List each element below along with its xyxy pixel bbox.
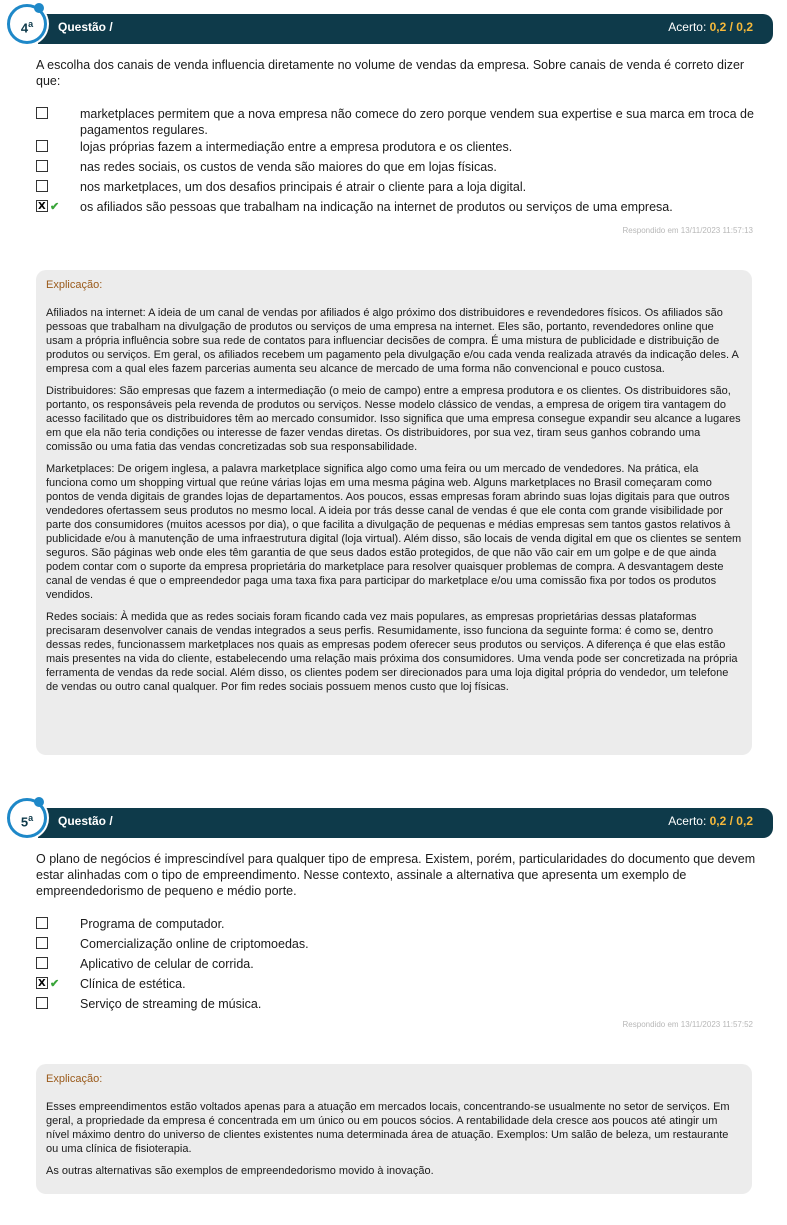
option-text: lojas próprias fazem a intermediação entre a empresa produtora e os clientes. <box>80 140 513 154</box>
score-value: 0,2 / 0,2 <box>709 20 753 34</box>
question-number-badge <box>7 4 47 44</box>
question-stem: A escolha dos canais de venda influencia diretamente no volume de vendas da empresa. Sobre canais de venda é correto dizer que: <box>36 58 745 88</box>
score-label: Acerto: <box>668 20 710 34</box>
explanation-paragraph: Esses empreendimentos estão voltados apenas para a atuação em mercados locais, concentrando-se usualmente no setor de serviços. Em geral, a propriedade da empresa é concentrada em um único ou em poucos sócios. A rentabilidade dela cresce aos poucos até atingir um nível máximo dentro do universo de clientes existentes numa determinada área de atuação. Exemplos: Um salão de beleza, um restaurante ou uma clínica de fisioterapia. <box>46 1101 730 1155</box>
question-header <box>38 808 773 838</box>
checkbox[interactable] <box>36 160 48 172</box>
question-number: 5 <box>20 814 29 830</box>
question-stem: O plano de negócios é imprescindível para qualquer tipo de empresa. Existem, porém, particularidades do documento que devem estar alinhadas com o tipo de empreendimento. Nesse contexto, assinale a alternativa que apresenta um exemplo de empreendedorismo de pequeno e médio porte. <box>36 852 756 898</box>
score-value: 0,2 / 0,2 <box>709 814 753 828</box>
explanation-paragraph: As outras alternativas são exemplos de empreendedorismo movido à inovação. <box>46 1165 434 1177</box>
option-e[interactable] <box>36 199 758 219</box>
option-text: Serviço de streaming de música. <box>80 997 262 1011</box>
explanation-title: Explicação: <box>46 279 103 291</box>
option-text: Aplicativo de celular de corrida. <box>80 957 254 971</box>
option-b[interactable] <box>36 936 758 956</box>
checkbox[interactable] <box>36 140 48 152</box>
explanation-box <box>36 270 752 755</box>
options-list <box>36 106 758 219</box>
score <box>668 814 753 828</box>
option-a[interactable] <box>36 916 758 936</box>
option-text: os afiliados são pessoas que trabalham na indicação na internet de produtos ou serviços de uma empresa. <box>80 200 673 214</box>
score <box>668 20 753 34</box>
question-ordinal: a <box>28 19 34 29</box>
option-b[interactable] <box>36 139 758 159</box>
option-text: nas redes sociais, os custos de venda são maiores do que em lojas físicas. <box>80 160 497 174</box>
option-c[interactable] <box>36 159 758 179</box>
option-text: Comercialização online de criptomoedas. <box>80 937 309 951</box>
option-text: Clínica de estética. <box>80 977 186 991</box>
checkbox[interactable] <box>36 917 48 929</box>
option-c[interactable] <box>36 956 758 976</box>
correct-check-icon: ✔ <box>50 978 60 990</box>
answered-timestamp: Respondido em 13/11/2023 11:57:52 <box>622 1020 753 1029</box>
option-d[interactable] <box>36 976 758 996</box>
option-d[interactable] <box>36 179 758 199</box>
checkbox-checked[interactable] <box>36 200 48 212</box>
explanation-paragraph: Redes sociais: À medida que as redes sociais foram ficando cada vez mais populares, as empresas proprietárias dessas plataformas precisaram desenvolver canais de vendas integrados a seus perfis. Resumidamente, isso funciona da seguinte forma: é como se, dentro dessas redes, funcionassem marketplaces nos quais as empresas podem oferecer seus produtos ou serviços. A diferença é que elas estão mais presentes na vida do cliente, estabelecendo uma relação mais próxima dos consumidores. Uma venda pode ser concretizada na própria ferramenta de vendas da rede social. Além disso, os clientes podem ser direcionados para uma loja digital própria do vendedor, um telefone de vendas ou outro canal qualquer. Por fim redes sociais possuem menos custo que loj físicas. <box>46 611 738 693</box>
option-text: marketplaces permitem que a nova empresa não comece do zero porque vendem sua expertise e sua marca em troca de pagamentos regulares. <box>80 107 754 137</box>
explanation-box <box>36 1064 752 1194</box>
option-text: Programa de computador. <box>80 917 225 931</box>
question-ordinal: a <box>28 813 34 823</box>
checkbox-checked[interactable] <box>36 977 48 989</box>
explanation-title: Explicação: <box>46 1073 103 1085</box>
checkbox[interactable] <box>36 107 48 119</box>
option-e[interactable] <box>36 996 758 1016</box>
explanation-paragraph: Marketplaces: De origem inglesa, a palavra marketplace significa algo como uma feira ou um mercado de vendedores. Na prática, ela funciona como um shopping virtual que reúne várias lojas em uma mesma página web. Alguns marketplaces no Brasil começaram como pontos de venda digitais de grandes lojas de departamentos. Aos poucos, essas empresas foram abrindo suas lojas digitais para que outros vendedores ofertassem seus produtos no mesmo local. A ideia por trás desse canal de vendas é que ele conta com grande visibilidade por parte dos consumidores (muitos acessos por dia), o que facilita a divulgação de pequenas e médias empresas sem tantos gastos relativos à publicidade e/ou à manutenção de uma infraestrutura digital (loja virtual). Além disso, são locais de venda digital em que os clientes se sentem seguros. São páginas web onde eles têm garantia de que seus dados estão protegidos, de que não vão cair em um golpe e de que ainda podem contar com o suporte da empresa proprietária do marketplace para resolver quaisquer problemas de compra. A desvantagem deste canal de vendas é que o empreendedor paga uma taxa fixa para participar do marketplace e/ou uma comissão fixa por todos os produtos vendidos. <box>46 463 742 601</box>
question-number: 4 <box>20 20 29 36</box>
checkbox[interactable] <box>36 937 48 949</box>
checkbox[interactable] <box>36 957 48 969</box>
checkbox[interactable] <box>36 180 48 192</box>
question-label: Questão / <box>58 814 113 828</box>
options-list <box>36 916 758 1016</box>
correct-check-icon: ✔ <box>50 201 60 213</box>
option-text: nos marketplaces, um dos desafios principais é atrair o cliente para a loja digital. <box>80 180 527 194</box>
question-label: Questão / <box>58 20 113 34</box>
explanation-paragraph: Afiliados na internet: A ideia de um canal de vendas por afiliados é algo próximo dos distribuidores e revendedores físicos. Os afiliados são pessoas que trabalham na divulgação de produtos ou serviços de uma empresa na internet. Eles são, portanto, revendedores online que usam a própria influência sobre sua rede de contatos para influenciar decisões de compra. É uma mistura de publicidade e distribuição de produtos ou serviços. Em geral, os afiliados recebem um pagamento pela divulgação e/ou cada venda realizada através da indicação deles. A empresa com a qual eles fazem parcerias aumenta seu alcance de mercado de uma forma não convencional e pouco custosa. <box>46 307 739 375</box>
question-header <box>38 14 773 44</box>
explanation-paragraph: Distribuidores: São empresas que fazem a intermediação (o meio de campo) entre a empresa produtora e os clientes. Os distribuidores são, portanto, os responsáveis pela revenda de produtos ou serviços. Nesse modelo clássico de vendas, a empresa de origem tira vantagem do acesso facilitado que os distribuidores têm ao mercado consumidor. Isso significa que uma empresa consegue expandir seu alcance a lugares em que ela não teria condições ou interesse de fazer vendas diretas. Os distribuidores, por sua vez, tiram seus ganhos cobrando uma comissão ou uma fatia das vendas concretizadas sob sua responsabilidade. <box>46 385 741 453</box>
question-number-badge <box>7 798 47 838</box>
score-label: Acerto: <box>668 814 710 828</box>
checkbox[interactable] <box>36 997 48 1009</box>
answered-timestamp: Respondido em 13/11/2023 11:57:13 <box>622 226 753 235</box>
option-a[interactable] <box>36 106 758 139</box>
